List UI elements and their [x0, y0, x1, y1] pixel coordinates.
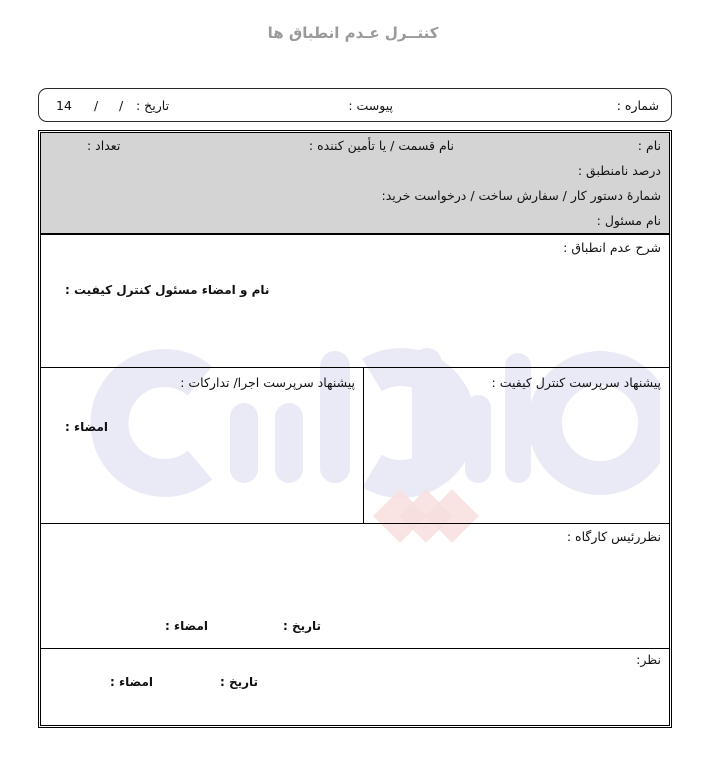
info-row-1 [41, 133, 669, 158]
info-row-2 [41, 158, 669, 183]
attachment-label: پیوست : [348, 98, 393, 113]
opinion-date-label: تاریخ : [220, 675, 259, 689]
qc-supervisor-suggestion-cell [363, 368, 669, 524]
date-slash-2: / [94, 98, 99, 113]
description-section [41, 233, 669, 367]
info-row-4 [41, 208, 669, 233]
part-supplier-label: نام قسمت / یا تأمین کننده : [308, 138, 454, 153]
form-box [38, 130, 672, 728]
date-slash-1: / [119, 98, 124, 113]
name-label: نام : [637, 138, 661, 153]
opinion-section [41, 648, 669, 725]
qc-supervisor-label: پیشنهاد سرپرست کنترل کیفیت : [491, 375, 661, 390]
suggestions-row [41, 367, 669, 523]
number-label: شماره : [616, 98, 659, 113]
quantity-label: تعداد : [87, 138, 121, 153]
description-label: شرح عدم انطباق : [563, 240, 661, 255]
date-label: تاریخ : [136, 98, 170, 113]
qc-signature-label: نام و امضاء مسئول کنترل کیفیت : [65, 283, 270, 297]
opinion-label: نظر: [636, 652, 661, 667]
exec-supervisor-label: پیشنهاد سرپرست اجرا/ تدارکات : [180, 375, 355, 390]
percent-label: درصد نامنطبق : [577, 163, 661, 178]
opinion-signature-label: امضاء : [110, 675, 153, 689]
header-box [38, 88, 672, 122]
signature-label: امضاء : [65, 420, 108, 434]
workshop-date-label: تاریخ : [283, 619, 322, 633]
workshop-section [41, 523, 669, 648]
page-title: کنتــرل عـدم انطباق ها [267, 24, 439, 42]
workshop-chief-label: نظررئیس کارگاه : [566, 529, 661, 544]
info-row-3 [41, 183, 669, 208]
info-section [41, 133, 669, 233]
workshop-signature-label: امضاء : [165, 619, 208, 633]
date-year-value: 14 [56, 98, 72, 113]
work-order-label: شمارهٔ دستور کار / سفارش ساخت / درخواست خرید: [381, 188, 661, 203]
exec-supervisor-suggestion-cell [41, 368, 363, 524]
responsible-label: نام مسئول : [596, 213, 661, 228]
